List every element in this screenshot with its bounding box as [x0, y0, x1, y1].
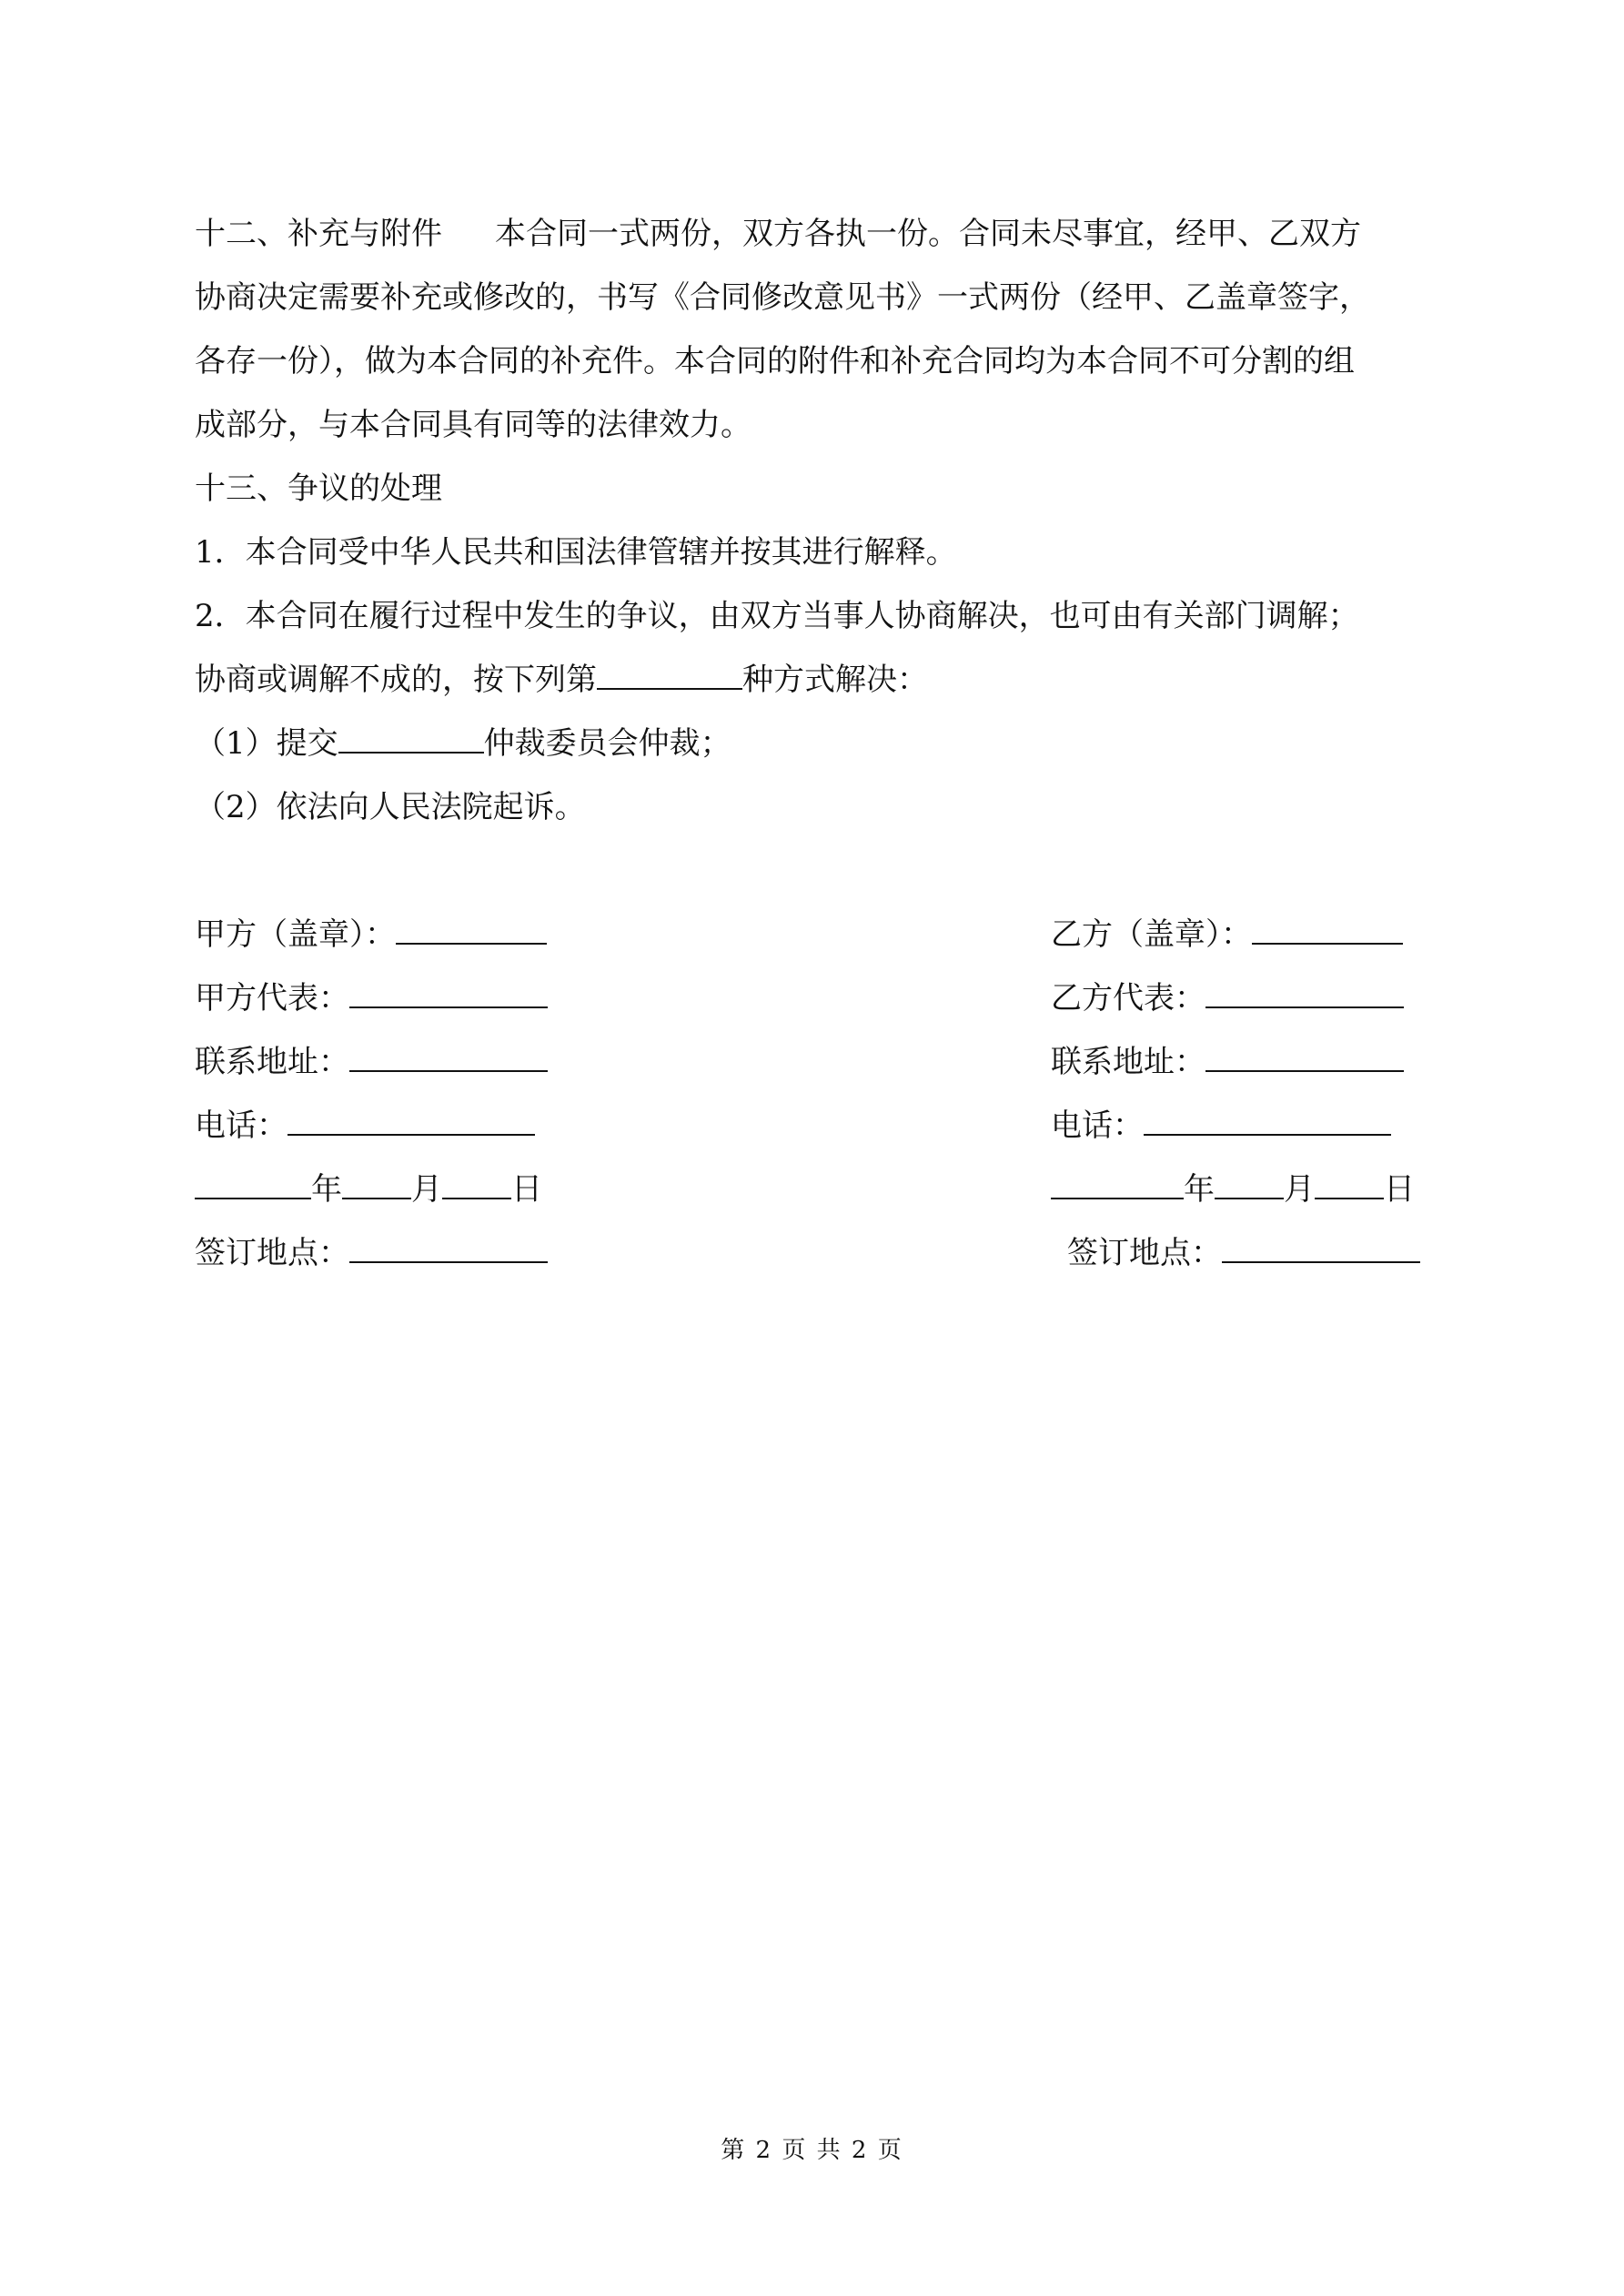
party-b-year-blank: [1051, 1170, 1184, 1199]
party-b-phone-row: [1051, 1094, 1420, 1158]
party-a-rep-blank: [349, 979, 548, 1008]
contract-body: [195, 202, 1450, 839]
party-b-place-row: [1051, 1221, 1420, 1285]
party-a-address-row: [195, 1030, 548, 1094]
party-b-phone-label: 电话：: [1051, 1108, 1144, 1144]
party-a-day-blank: [442, 1170, 511, 1199]
option-arbitration: [195, 712, 1450, 775]
party-a-day-label: 日: [511, 1171, 542, 1208]
party-b-address-label: 联系地址：: [1051, 1044, 1205, 1080]
party-a-signature-block: [195, 903, 548, 1285]
page-number-footer: 第 2 页 共 2 页: [721, 2137, 903, 2164]
party-a-year-blank: [195, 1170, 311, 1199]
clause-12-heading: 十二、补充与附件: [195, 216, 442, 252]
party-b-seal-label: 乙方（盖章）：: [1051, 916, 1252, 953]
party-b-month-blank: [1215, 1170, 1284, 1199]
party-a-seal-label: 甲方（盖章）：: [195, 916, 396, 953]
party-a-month-blank: [342, 1170, 411, 1199]
party-b-seal-blank: [1252, 915, 1403, 945]
resolution-method-text: 协商或调解不成的，按下列第: [195, 662, 597, 698]
party-b-date-row: [1051, 1158, 1420, 1221]
party-a-rep-row: [195, 966, 548, 1030]
resolution-method-suffix: 种方式解决：: [742, 662, 928, 698]
clause-13-item-1: 1．本合同受中华人民共和国法律管辖并按其进行解释。: [195, 534, 957, 571]
party-a-date-row: [195, 1158, 548, 1221]
party-a-rep-label: 甲方代表：: [195, 980, 349, 1017]
party-b-rep-label: 乙方代表：: [1051, 980, 1205, 1017]
clause-13-item-2-line-1: 2．本合同在履行过程中发生的争议，由双方当事人协商解决，也可由有关部门调解；: [195, 598, 1359, 634]
party-a-phone-label: 电话：: [195, 1108, 287, 1144]
party-b-place-blank: [1222, 1234, 1420, 1263]
clause-13-item-2-line-2: [195, 648, 1450, 712]
party-a-place-row: [195, 1221, 548, 1285]
option-arbitration-prefix: （1）提交: [195, 725, 338, 762]
party-b-address-row: [1051, 1030, 1420, 1094]
clause-13-heading: 十三、争议的处理: [195, 470, 442, 507]
party-a-address-blank: [349, 1043, 548, 1072]
party-b-month-label: 月: [1284, 1171, 1315, 1208]
clause-12-line-1: [195, 202, 1450, 266]
clause-12-line-4: 成部分，与本合同具有同等的法律效力。: [195, 407, 751, 443]
option-arbitration-suffix: 仲裁委员会仲裁；: [483, 725, 731, 762]
party-b-year-label: 年: [1184, 1171, 1215, 1208]
party-b-day-blank: [1315, 1170, 1384, 1199]
party-a-phone-blank: [287, 1107, 535, 1136]
party-a-month-label: 月: [411, 1171, 442, 1208]
resolution-method-blank: [597, 661, 742, 690]
party-b-seal-row: [1051, 903, 1420, 966]
party-b-day-label: 日: [1384, 1171, 1415, 1208]
arbitration-committee-blank: [338, 724, 484, 754]
party-a-place-blank: [349, 1234, 548, 1263]
party-a-place-label: 签订地点：: [195, 1235, 349, 1271]
clause-12-line-2: 协商决定需要补充或修改的，书写《合同修改意见书》一式两份（经甲、乙盖章签字，: [195, 279, 1370, 316]
party-a-seal-blank: [396, 915, 547, 945]
party-a-seal-row: [195, 903, 548, 966]
party-b-signature-block: [1051, 903, 1420, 1285]
party-b-place-label: 签订地点：: [1067, 1235, 1222, 1271]
clause-12-text: 本合同一式两份，双方各执一份。合同未尽事宜，经甲、乙双方: [495, 216, 1361, 252]
party-b-rep-blank: [1205, 979, 1404, 1008]
party-b-address-blank: [1205, 1043, 1404, 1072]
clause-12-line-3: 各存一份），做为本合同的补充件。本合同的附件和补充合同均为本合同不可分割的组: [195, 343, 1355, 379]
party-a-phone-row: [195, 1094, 548, 1158]
party-b-phone-blank: [1144, 1107, 1391, 1136]
party-a-year-label: 年: [311, 1171, 342, 1208]
party-b-rep-row: [1051, 966, 1420, 1030]
party-a-address-label: 联系地址：: [195, 1044, 349, 1080]
option-court: （2）依法向人民法院起诉。: [195, 789, 586, 825]
